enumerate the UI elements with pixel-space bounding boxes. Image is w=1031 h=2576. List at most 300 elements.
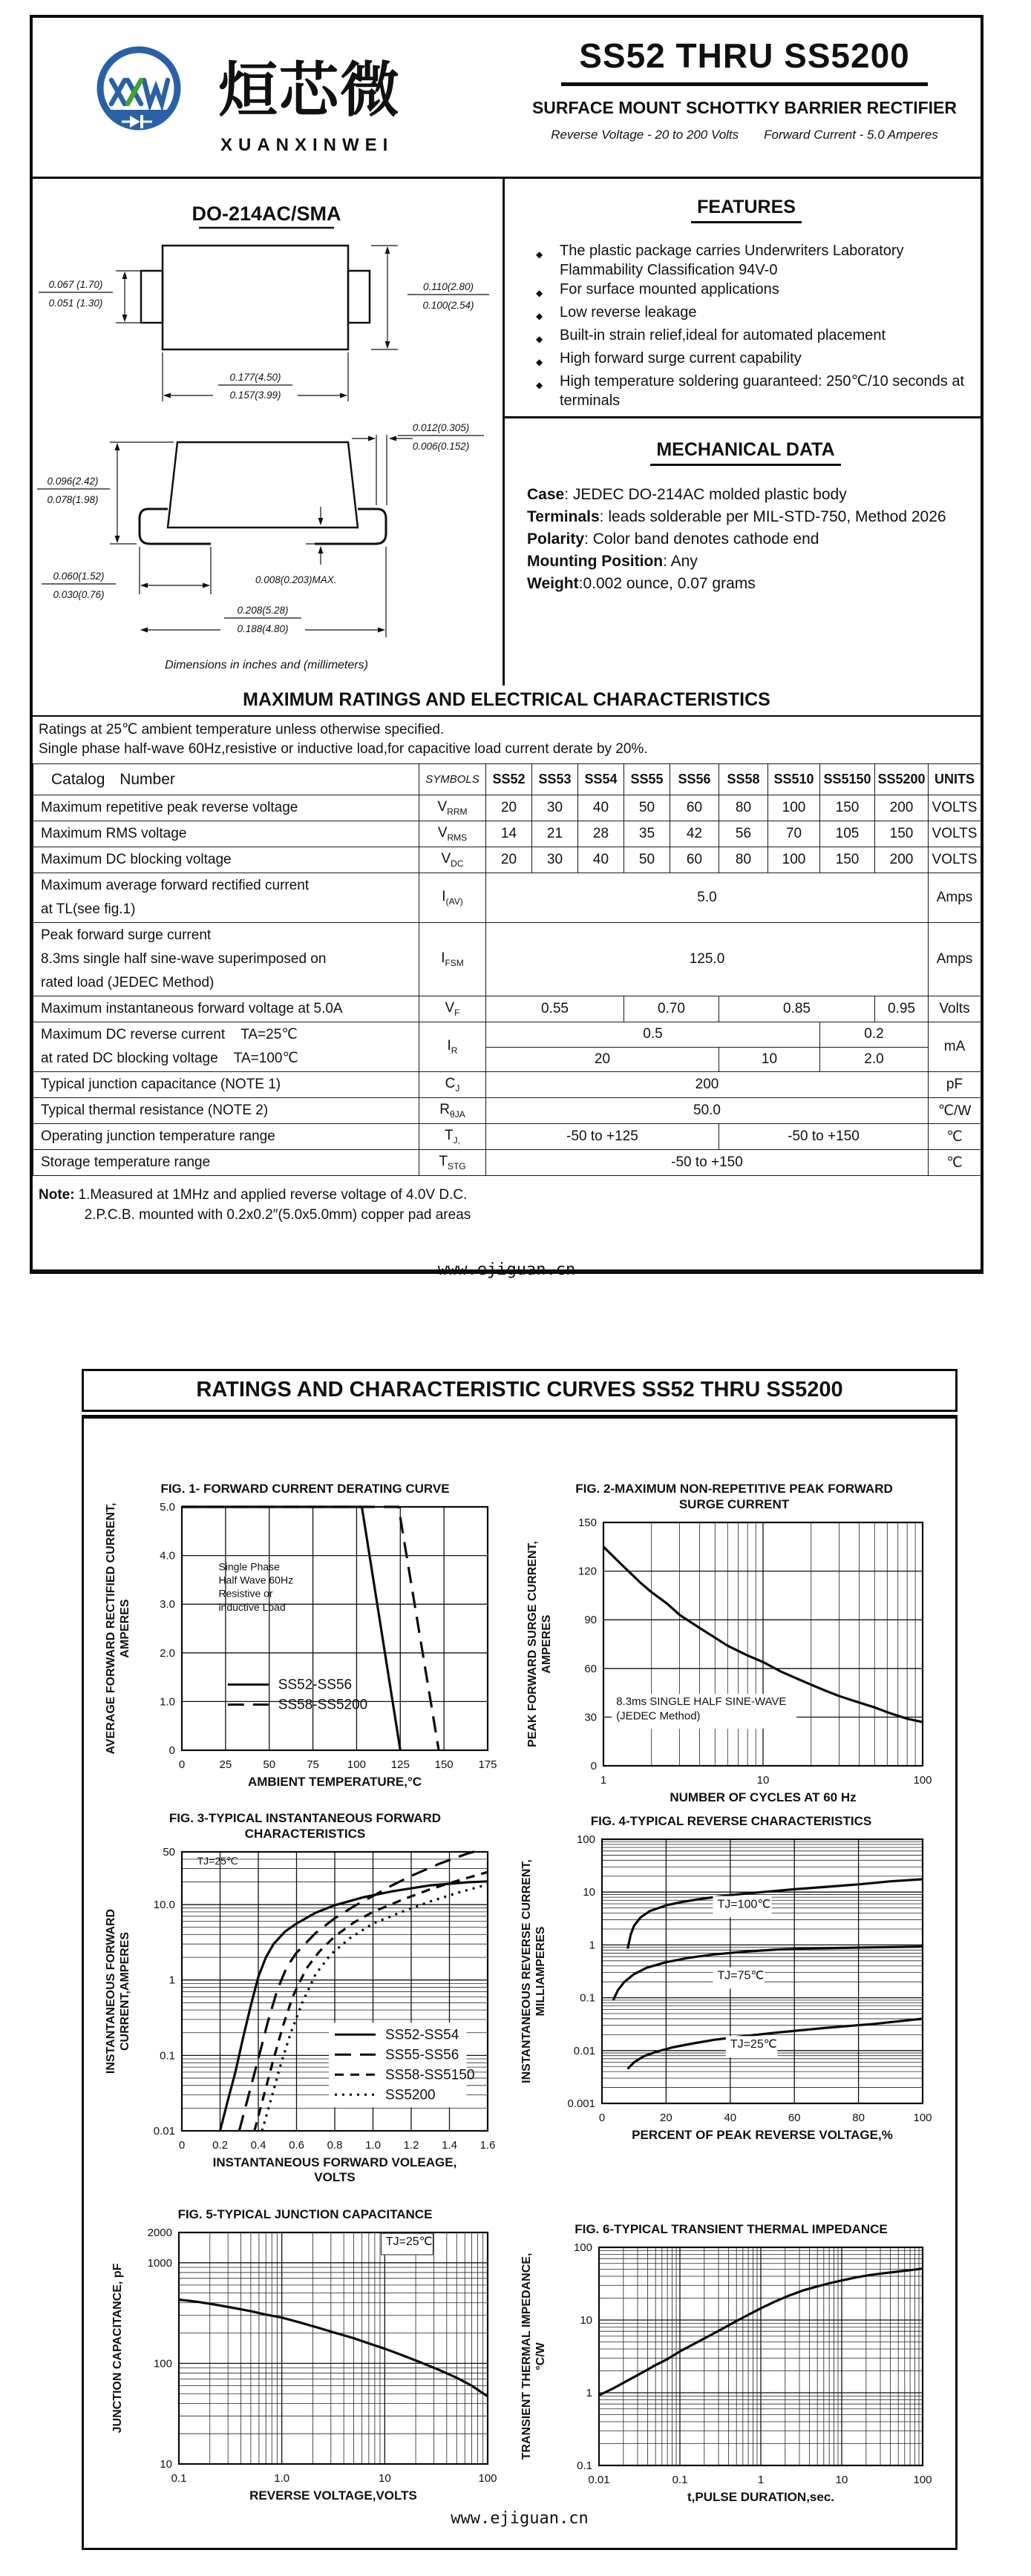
svg-text:60: 60	[584, 1662, 597, 1675]
series-SS52-SS56	[182, 1507, 400, 1750]
y-axis-label: AVERAGE FORWARD RECTIFIED CURRENT, AMPERES	[105, 1502, 131, 1755]
legend-label: SS55-SS56	[385, 2047, 459, 2063]
svg-text:10: 10	[580, 2314, 592, 2327]
row-label: Maximum instantaneous forward voltage at 5.0A	[33, 996, 419, 1022]
ratings-condition-2: Single phase half-wave 60Hz,resistive or inductive load,for capacitive load current derate by 20%.	[39, 741, 648, 757]
value-cell: 56	[719, 821, 768, 847]
company-name-en: XUANXINWEI	[220, 135, 394, 155]
svg-text:1: 1	[757, 2474, 765, 2486]
y-axis-label: TRANSIENT THERMAL IMPEDANCE, °C/W	[520, 2253, 547, 2460]
svg-text:1.6: 1.6	[480, 2139, 496, 2152]
figure-3-forward-characteristics	[105, 1810, 505, 2197]
legend	[329, 2023, 474, 2107]
svg-text:175: 175	[478, 1758, 497, 1771]
company-logo-icon	[95, 45, 184, 134]
svg-text:120: 120	[577, 1565, 597, 1578]
unit-cell: Amps	[929, 873, 981, 923]
svg-text:100: 100	[913, 2112, 932, 2124]
unit-cell: pF	[929, 1072, 981, 1098]
value-cell: 0.70	[624, 996, 719, 1022]
value-cell: 50	[624, 795, 670, 821]
features-list	[526, 241, 967, 410]
figure-4-reverse-characteristics	[520, 1813, 942, 2155]
annotation: Resistive or	[218, 1587, 273, 1600]
top-view-dim-labels	[39, 279, 489, 401]
value-cell: 10	[719, 1047, 820, 1072]
svg-text:10: 10	[583, 1886, 595, 1899]
two-column-section	[33, 179, 981, 686]
value-cell: -50 to +125	[486, 1124, 719, 1150]
x-axis-label: t,PULSE DURATION,sec.	[687, 2490, 835, 2504]
value-cell: 200	[875, 847, 929, 873]
value-cell: 105	[820, 821, 875, 847]
part-range-title: SS52 THRU SS5200	[561, 36, 928, 86]
grid	[182, 1507, 488, 1750]
reverse-voltage-range: Reverse Voltage - 20 to 200 Volts	[551, 128, 739, 142]
svg-text:100: 100	[913, 2474, 932, 2486]
ratings-section-title: MAXIMUM RATINGS AND ELECTRICAL CHARACTERISTICS	[33, 686, 981, 717]
col-header-device: SS53	[532, 764, 578, 795]
svg-text:50: 50	[263, 1758, 276, 1771]
dim-pkg-height-mm: 0.078(1.98)	[47, 494, 99, 505]
table-header-row	[33, 764, 981, 795]
svg-text:0.01: 0.01	[153, 2125, 175, 2138]
unit-cell: ℃	[929, 1124, 981, 1150]
col-header-device: SS58	[719, 764, 768, 795]
grid	[599, 2247, 923, 2465]
package-drawing-panel	[33, 179, 505, 686]
row-symbol: $T_{STG}$	[419, 1150, 486, 1176]
row-symbol: $T_{J,}$	[419, 1124, 486, 1150]
legend-label: SS58-SS5200	[278, 1697, 368, 1713]
note-lines	[79, 1185, 471, 1225]
value-cell: 20	[486, 847, 532, 873]
value-cell: 42	[670, 821, 719, 847]
bullet-icon: ◆	[536, 311, 543, 321]
x-axis-label: AMBIENT TEMPERATURE,°C	[247, 1775, 422, 1789]
features-mechanical-panel	[505, 179, 981, 686]
svg-text:0: 0	[178, 1758, 186, 1771]
header	[33, 18, 981, 179]
svg-text:0.2: 0.2	[212, 2139, 228, 2152]
x-axis-label: INSTANTANEOUS FORWARD VOLEAGE,	[212, 2155, 457, 2169]
row-label: Operating junction temperature range	[33, 1124, 419, 1150]
feature-item: ◆ High forward surge current capability	[536, 349, 967, 372]
svg-text:0: 0	[590, 1760, 597, 1772]
svg-text:1: 1	[600, 1774, 607, 1787]
row-symbol: $R_{\theta JA}$	[419, 1098, 486, 1124]
dim-total-width-mm: 0.188(4.80)	[237, 623, 289, 634]
row-label: Maximum average forward rectified current at TL(see fig.1)	[33, 873, 419, 923]
ratings-conditions	[33, 717, 981, 763]
x-axis	[600, 1774, 932, 1787]
svg-text:0: 0	[168, 1744, 175, 1757]
value-cell: 28	[578, 821, 624, 847]
x-axis-label: VOLTS	[314, 2170, 356, 2184]
value-cell: 0.55	[486, 996, 624, 1022]
svg-text:100: 100	[153, 2357, 172, 2370]
svg-text:0.1: 0.1	[580, 1991, 595, 2005]
annotation: TJ=75℃	[717, 1969, 765, 1982]
value-cell: 20	[486, 1047, 719, 1072]
mechanical-item: Mounting Position: Any	[527, 553, 698, 570]
svg-text:90: 90	[584, 1614, 597, 1627]
figure-2-surge-current	[526, 1481, 942, 1816]
mechanical-item: Case: JEDEC DO-214AC molded plastic body	[527, 486, 847, 503]
value-cell: 100	[768, 847, 820, 873]
svg-text:100: 100	[913, 1774, 932, 1787]
table-row	[33, 1150, 981, 1176]
svg-text:0.01: 0.01	[588, 2474, 610, 2486]
table-row	[33, 1072, 981, 1098]
y-axis-label: INSTANTANEOUS REVERSE CURRENT, MILLIAMPERES	[520, 1859, 547, 2083]
dim-tab-height-in: 0.067 (1.70)	[48, 279, 103, 290]
value-cell: 125.0	[486, 923, 929, 996]
svg-text:75: 75	[307, 1758, 319, 1771]
bullet-icon: ◆	[536, 357, 543, 367]
mechanical-title: MECHANICAL DATA	[650, 439, 840, 466]
mechanical-item: Terminals: leads solderable per MIL-STD-750, Method 2026	[527, 508, 946, 525]
value-cell: 30	[532, 847, 578, 873]
bullet-icon: ◆	[536, 288, 543, 298]
feature-item: ◆ High temperature soldering guaranteed: 250℃/10 seconds at terminals	[536, 373, 965, 409]
annotation: Single Phase	[218, 1560, 280, 1573]
unit-cell: VOLTS	[929, 795, 981, 821]
col-header-device: SS56	[670, 764, 719, 795]
drawing-title: DO-214AC/SMA	[192, 203, 341, 225]
value-cell: 21	[532, 821, 578, 847]
value-cell: 150	[875, 821, 929, 847]
svg-text:0.4: 0.4	[250, 2139, 266, 2152]
table-row	[33, 1022, 981, 1048]
row-label: Storage temperature range	[33, 1150, 419, 1176]
svg-text:150: 150	[577, 1517, 597, 1529]
y-axis	[154, 1846, 175, 2138]
svg-text:1: 1	[589, 1939, 595, 1952]
dim-body-width-in: 0.177(4.50)	[229, 372, 281, 383]
col-header-device: SS5200	[875, 764, 929, 795]
svg-text:25: 25	[219, 1758, 232, 1771]
row-label: Typical junction capacitance (NOTE 1)	[33, 1072, 419, 1098]
ratings-condition-1: Ratings at 25℃ ambient temperature unless otherwise specified.	[39, 722, 445, 737]
row-label: Typical thermal resistance (NOTE 2)	[33, 1098, 419, 1124]
y-axis	[578, 1517, 597, 1772]
forward-current-rating: Forward Current - 5.0 Amperes	[764, 128, 938, 142]
svg-text:0.6: 0.6	[289, 2139, 304, 2152]
row-symbol: $V_F$	[419, 996, 486, 1022]
x-axis	[179, 2139, 496, 2152]
svg-text:60: 60	[788, 2112, 801, 2124]
dim-body-height-in: 0.110(2.80)	[422, 281, 474, 292]
svg-text:10: 10	[378, 2472, 391, 2485]
table-row	[33, 1124, 981, 1150]
figure-5-junction-capacitance	[105, 2207, 505, 2511]
y-axis	[574, 2241, 592, 2472]
col-header-device: SS54	[578, 764, 624, 795]
unit-cell: VOLTS	[929, 847, 981, 873]
mechanical-lines	[527, 484, 964, 595]
value-cell: 0.85	[719, 996, 875, 1022]
row-symbol: $V_{DC}$	[419, 847, 486, 873]
figure-1-derating-curve	[105, 1481, 505, 1800]
top-view-outline	[141, 246, 370, 349]
value-cell: 40	[578, 795, 624, 821]
row-symbol: $I_{(AV)}$	[419, 873, 486, 923]
row-symbol: $V_{RMS}$	[419, 821, 486, 847]
svg-text:1.0: 1.0	[365, 2139, 381, 2152]
annotation: (JEDEC Method)	[616, 1709, 701, 1723]
legend-label: SS5200	[385, 2087, 436, 2103]
row-symbol: $I_{FSM}$	[419, 923, 486, 996]
table-row	[33, 847, 981, 873]
svg-text:0.01: 0.01	[573, 2044, 595, 2057]
col-header-catalog: Catalog Number	[33, 764, 419, 795]
ratings-table	[33, 763, 981, 1176]
table-row	[33, 795, 981, 821]
row-label: Maximum DC blocking voltage	[33, 847, 419, 873]
value-cell: 150	[820, 847, 875, 873]
fig1-chart	[105, 1499, 505, 1796]
x-axis	[179, 1758, 497, 1771]
svg-text:0.1: 0.1	[577, 2460, 592, 2472]
legend	[228, 1677, 367, 1712]
fig6-title: FIG. 6-TYPICAL TRANSIENT THERMAL IMPEDANCE	[575, 2222, 888, 2236]
value-cell: 14	[486, 821, 532, 847]
svg-text:2000: 2000	[147, 2227, 172, 2239]
value-cell: 40	[578, 847, 624, 873]
svg-text:80: 80	[852, 2112, 865, 2124]
row-label: Maximum RMS voltage	[33, 821, 419, 847]
x-axis	[599, 2112, 932, 2124]
annotation: 8.3ms SINGLE HALF SINE-WAVE	[616, 1695, 787, 1708]
x-axis-label: NUMBER OF CYCLES AT 60 Hz	[670, 1790, 857, 1804]
svg-text:1000: 1000	[147, 2256, 172, 2270]
annotation: Half Wave 60Hz	[218, 1574, 294, 1586]
bullet-icon: ◆	[536, 334, 543, 344]
svg-text:10: 10	[756, 1774, 770, 1787]
value-cell: 20	[486, 795, 532, 821]
value-cell: 200	[486, 1072, 929, 1098]
svg-text:100: 100	[347, 1758, 366, 1771]
svg-text:0.8: 0.8	[327, 2139, 343, 2152]
col-header-units: UNITS	[929, 764, 981, 795]
package-drawing	[33, 179, 500, 683]
row-symbol: $I_R$	[419, 1022, 486, 1072]
datasheet-page-1	[30, 15, 983, 1279]
value-cell: 0.95	[875, 996, 929, 1022]
fig4-chart	[520, 1832, 942, 2151]
unit-cell: mA	[929, 1022, 981, 1072]
x-axis-label: PERCENT OF PEAK REVERSE VOLTAGE,%	[632, 2128, 893, 2142]
svg-text:10.0: 10.0	[153, 1899, 175, 1912]
svg-text:1.0: 1.0	[274, 2472, 290, 2485]
fig5-chart	[105, 2225, 505, 2507]
grid	[179, 2232, 488, 2464]
note-line: 2.P.C.B. mounted with 0.2x0.2″(5.0x5.0mm) copper pad areas	[84, 1207, 471, 1223]
svg-text:125: 125	[390, 1758, 410, 1771]
svg-text:30: 30	[584, 1711, 597, 1724]
fig3-chart	[105, 1844, 505, 2193]
annotation: TJ=25℃	[385, 2235, 433, 2249]
svg-text:1.2: 1.2	[403, 2139, 419, 2152]
svg-text:100: 100	[573, 2241, 592, 2254]
svg-text:0.1: 0.1	[171, 2472, 187, 2485]
y-axis	[148, 2227, 172, 2471]
svg-text:1.0: 1.0	[160, 1695, 175, 1709]
mechanical-item: Polarity: Color band denotes cathode end	[527, 530, 819, 548]
row-label: Peak forward surge current 8.3ms single half sine-wave superimposed on rated load (JEDEC Method)	[33, 923, 419, 996]
ratings-tagline	[520, 128, 969, 142]
svg-text:1.4: 1.4	[442, 2139, 457, 2152]
svg-text:150: 150	[434, 1758, 454, 1771]
unit-cell: VOLTS	[929, 821, 981, 847]
series-capacitance	[179, 2300, 488, 2396]
dim-body-height-mm: 0.100(2.54)	[422, 300, 474, 311]
value-cell: 200	[875, 795, 929, 821]
notes	[39, 1185, 981, 1225]
y-axis	[567, 1833, 595, 2110]
value-cell: 50.0	[486, 1098, 929, 1124]
value-cell: 80	[719, 847, 768, 873]
fig2-chart	[526, 1515, 942, 1812]
row-label: Maximum repetitive peak reverse voltage	[33, 795, 419, 821]
annotation: TJ=25℃	[197, 1854, 238, 1867]
feature-item: ◆ The plastic package carries Underwriters Laboratory Flammability Classification 94V-0	[536, 243, 904, 278]
dim-lead-thickness-in: 0.012(0.305)	[412, 422, 470, 433]
svg-text:0: 0	[598, 2112, 606, 2124]
y-axis-label: JUNCTION CAPACITANCE, pF	[111, 2263, 124, 2434]
feature-item: ◆ Built-in strain relief,ideal for automated placement	[536, 326, 967, 349]
svg-text:0.1: 0.1	[672, 2474, 688, 2486]
svg-text:3.0: 3.0	[160, 1598, 175, 1611]
value-cell: 150	[820, 795, 875, 821]
fig2-title: FIG. 2-MAXIMUM NON-REPETITIVE PEAK FORWARD SURGE CURRENT	[575, 1482, 893, 1511]
features-section	[505, 179, 981, 418]
annotation: inductive Load	[218, 1600, 286, 1613]
dim-lead-thickness-mm: 0.006(0.152)	[412, 441, 470, 452]
note-line: 1.Measured at 1MHz and applied reverse voltage of 4.0V D.C.	[78, 1187, 468, 1203]
dim-body-width-mm: 0.157(3.99)	[229, 390, 281, 401]
col-header-device: SS55	[624, 764, 670, 795]
svg-text:0.1: 0.1	[160, 2049, 175, 2063]
svg-text:2.0: 2.0	[160, 1646, 175, 1660]
fig3-title: FIG. 3-TYPICAL INSTANTANEOUS FORWARD CHARACTERISTICS	[168, 1811, 442, 1841]
datasheet-page-2	[82, 1415, 958, 2550]
row-label: Maximum DC reverse current TA=25℃ at rated DC blocking voltage TA=100℃	[33, 1022, 419, 1072]
value-cell: 80	[719, 795, 768, 821]
value-cell: 50	[624, 847, 670, 873]
unit-cell: Amps	[929, 923, 981, 996]
y-axis-label: INSTANTANEOUS FORWARD CURRENT,AMPERES	[105, 1908, 131, 2074]
value-cell: 60	[670, 847, 719, 873]
unit-cell: ℃/W	[929, 1098, 981, 1124]
website-url: www.ejiguan.cn	[451, 2509, 589, 2528]
value-cell: 2.0	[820, 1047, 929, 1072]
dim-foot-width-mm: 0.030(0.76)	[53, 589, 105, 600]
value-cell: 0.5	[486, 1022, 820, 1048]
feature-item: ◆ Low reverse leakage	[536, 303, 967, 326]
bullet-icon: ◆	[536, 249, 543, 260]
svg-text:10: 10	[160, 2458, 172, 2471]
row-symbol: $V_{RRM}$	[419, 795, 486, 821]
unit-cell: Volts	[929, 996, 981, 1022]
row-symbol: $C_J$	[419, 1072, 486, 1098]
svg-text:1: 1	[168, 1974, 175, 1987]
series-TJ=75C	[613, 1947, 923, 2000]
value-cell: 0.2	[820, 1022, 929, 1048]
svg-text:20: 20	[660, 2112, 672, 2124]
legend-label: SS52-SS54	[385, 2027, 459, 2043]
value-cell: 70	[768, 821, 820, 847]
grid	[603, 1522, 923, 1766]
mechanical-data-section	[505, 418, 981, 595]
svg-text:100: 100	[576, 1833, 595, 1846]
legend-label: SS58-SS5150	[385, 2067, 475, 2083]
legend-label: SS52-SS56	[278, 1677, 353, 1693]
col-header-symbols: SYMBOLS	[419, 764, 486, 795]
plot-border	[182, 1507, 488, 1750]
dim-foot-width-in: 0.060(1.52)	[53, 571, 105, 582]
device-subtitle: SURFACE MOUNT SCHOTTKY BARRIER RECTIFIER	[531, 98, 958, 117]
value-cell: 5.0	[486, 873, 929, 923]
svg-text:0: 0	[178, 2139, 186, 2152]
svg-text:50: 50	[163, 1846, 175, 1859]
value-cell: -50 to +150	[486, 1150, 929, 1176]
col-header-device: SS510	[768, 764, 820, 795]
feature-item: ◆ For surface mounted applications	[536, 280, 967, 303]
dim-tab-height-mm: 0.051 (1.30)	[48, 298, 103, 309]
annotation: TJ=100℃	[717, 1898, 771, 1911]
value-cell: 60	[670, 795, 719, 821]
y-axis	[160, 1501, 175, 1757]
dim-standoff: 0.008(0.203)MAX.	[255, 574, 337, 585]
curves-page-title: RATINGS AND CHARACTERISTIC CURVES SS52 THRU SS5200	[82, 1369, 958, 1412]
series-TJ=100C	[628, 1879, 923, 1949]
value-cell: 100	[768, 795, 820, 821]
x-axis	[588, 2474, 932, 2486]
title-block	[520, 36, 969, 142]
col-header-device: SS52	[486, 764, 532, 795]
fig5-title: FIG. 5-TYPICAL JUNCTION CAPACITANCE	[177, 2207, 433, 2221]
mechanical-item: Weight:0.002 ounce, 0.07 grams	[527, 575, 756, 592]
x-axis	[171, 2472, 497, 2485]
svg-text:4.0: 4.0	[160, 1549, 175, 1563]
svg-text:1: 1	[586, 2387, 592, 2399]
table-row	[33, 821, 981, 847]
svg-text:5.0: 5.0	[160, 1501, 175, 1514]
table-row	[33, 873, 981, 923]
fig4-title: FIG. 4-TYPICAL REVERSE CHARACTERISTICS	[590, 1814, 872, 1828]
dim-pkg-height-in: 0.096(2.42)	[47, 476, 99, 487]
company-name-cn: 烜芯微	[218, 57, 401, 123]
note-prefix: Note:	[39, 1187, 75, 1203]
annotation: TJ=25℃	[730, 2038, 777, 2051]
side-view-outline	[140, 442, 386, 544]
fig6-chart	[520, 2240, 942, 2507]
x-axis-label: REVERSE VOLTAGE,VOLTS	[249, 2488, 417, 2503]
features-title: FEATURES	[691, 197, 802, 223]
table-row	[33, 923, 981, 996]
figure-6-thermal-impedance	[520, 2221, 942, 2511]
value-cell: -50 to +150	[719, 1124, 929, 1150]
website-url: www.ejiguan.cn	[437, 1261, 576, 1279]
drawing-caption: Dimensions in inches and (millimeters)	[165, 659, 368, 671]
value-cell: 35	[624, 821, 670, 847]
unit-cell: ℃	[929, 1150, 981, 1176]
value-cell: 30	[532, 795, 578, 821]
table-row	[33, 1098, 981, 1124]
svg-text:10: 10	[835, 2474, 848, 2486]
